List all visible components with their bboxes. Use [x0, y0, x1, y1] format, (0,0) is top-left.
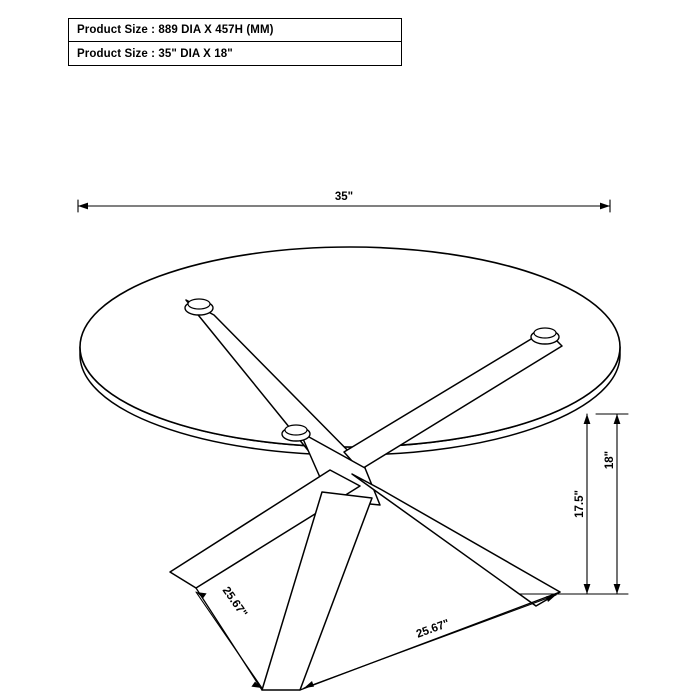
table-row: Product Size : 889 DIA X 457H (MM) [69, 19, 401, 42]
label-top-width: 35" [334, 191, 354, 203]
pad-front-center-inner [285, 425, 307, 435]
dimension-leg-spans [196, 592, 556, 688]
arrow-18-bottom [614, 584, 621, 594]
arrow-17-5-top [584, 414, 591, 424]
arrow-right [600, 203, 610, 210]
label-leg-span-right: 25.67" [414, 617, 452, 641]
dimension-line-right-span [304, 595, 556, 688]
label-leg-span-left: 25.67" [219, 584, 250, 620]
pad-back-right-inner [534, 328, 556, 338]
dimension-line-left-span [196, 592, 262, 688]
leg-front-right [352, 474, 560, 606]
label-height-18: 18" [604, 450, 616, 470]
arrow-18-top [614, 414, 621, 424]
pad-back-left-inner [188, 299, 210, 309]
arrow-right-span-a [304, 681, 314, 688]
label-height-17-5: 17.5" [574, 490, 586, 518]
arrow-left [78, 203, 88, 210]
arrow-17-5-bottom [584, 584, 591, 594]
table-row: Product Size : 35" DIA X 18" [77, 47, 233, 60]
